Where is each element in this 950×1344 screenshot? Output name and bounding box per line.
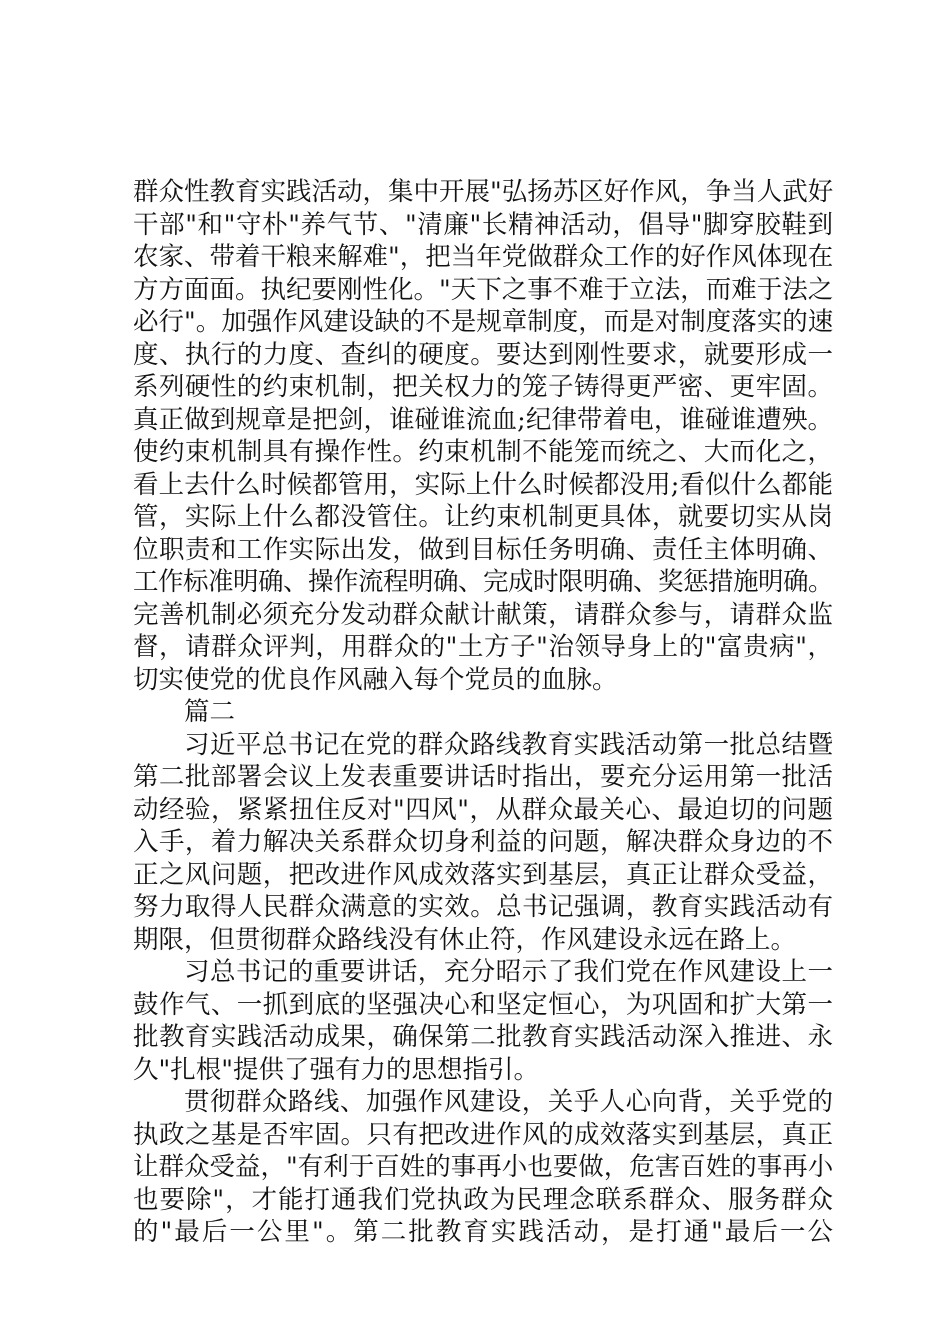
text-line: 鼓作气、一抓到底的坚强决心和坚定恒心，为巩固和扩大第一 <box>133 989 833 1020</box>
text-line: 第二批部署会议上发表重要讲话时指出，要充分运用第一批活 <box>133 762 833 792</box>
text-line: 系列硬性的约束机制，把关权力的笼子铸得更严密、更牢固。 <box>133 372 833 402</box>
text-line: 习近平总书记在党的群众路线教育实践活动第一批总结暨 <box>184 729 833 760</box>
text-line: 完善机制必须充分发动群众献计献策，请群众参与，请群众监 <box>133 599 833 630</box>
text-line: 努力取得人民群众满意的实效。总书记强调，教育实践活动有 <box>133 892 833 922</box>
text-line: 入手，着力解决关系群众切身利益的问题，解决群众身边的不 <box>133 827 833 857</box>
text-line: 批教育实践活动成果，确保第二批教育实践活动深入推进、永 <box>133 1022 833 1052</box>
text-line: 习总书记的重要讲话，充分昭示了我们党在作风建设上一 <box>184 957 833 987</box>
text-line: 真正做到规章是把剑，谁碰谁流血;纪律带着电，谁碰谁遭殃。 <box>133 404 833 435</box>
text-line: 执政之基是否牢固。只有把改进作风的成效落实到基层，真正 <box>133 1119 833 1150</box>
text-line: 管，实际上什么都没管住。让约束机制更具体，就要切实从岗 <box>133 502 833 532</box>
text-line: 正之风问题，把改进作风成效落实到基层，真正让群众受益， <box>133 859 833 890</box>
text-line: 工作标准明确、操作流程明确、完成时限明确、奖惩措施明确。 <box>133 567 833 597</box>
text-line: 干部"和"守朴"养气节、"清廉"长精神活动，倡导"脚穿胶鞋到 <box>133 209 833 240</box>
document-body <box>133 176 833 1249</box>
text-line: 督，请群众评判，用群众的"土方子"治领导身上的"富贵病"， <box>133 632 833 662</box>
text-line: 动经验，紧紧扭住反对"四风"，从群众最关心、最迫切的问题 <box>133 794 833 825</box>
text-line: 使约束机制具有操作性。约束机制不能笼而统之、大而化之， <box>133 437 833 467</box>
text-line: 让群众受益，"有利于百姓的事再小也要做，危害百姓的事再小 <box>133 1152 834 1182</box>
text-line: 也要除"，才能打通我们党执政为民理念联系群众、服务群众 <box>133 1184 833 1215</box>
section-heading: 篇二 <box>184 697 236 727</box>
text-line: 贯彻群众路线、加强作风建设，关乎人心向背，关乎党的 <box>184 1087 833 1117</box>
text-line: 久"扎根"提供了强有力的思想指引。 <box>133 1054 539 1085</box>
text-line: 农家、带着干粮来解难"，把当年党做群众工作的好作风体现在 <box>133 242 834 272</box>
text-line: 位职责和工作实际出发，做到目标任务明确、责任主体明确、 <box>133 534 833 565</box>
text-line: 看上去什么时候都管用，实际上什么时候都没用;看似什么都能 <box>133 469 833 500</box>
text-line: 的"最后一公里"。第二批教育实践活动，是打通"最后一公 <box>133 1217 833 1247</box>
text-line: 期限，但贯彻群众路线没有休止符，作风建设永远在路上。 <box>133 924 797 955</box>
text-line: 方方面面。执纪要刚性化。"天下之事不难于立法，而难于法之 <box>133 274 834 305</box>
text-line: 群众性教育实践活动，集中开展"弘扬苏区好作风，争当人武好 <box>133 177 834 207</box>
text-line: 必行"。加强作风建设缺的不是规章制度，而是对制度落实的速 <box>133 307 834 337</box>
text-line: 度、执行的力度、查纠的硬度。要达到刚性要求，就要形成一 <box>133 339 833 370</box>
text-line: 切实使党的优良作风融入每个党员的血脉。 <box>133 664 618 695</box>
